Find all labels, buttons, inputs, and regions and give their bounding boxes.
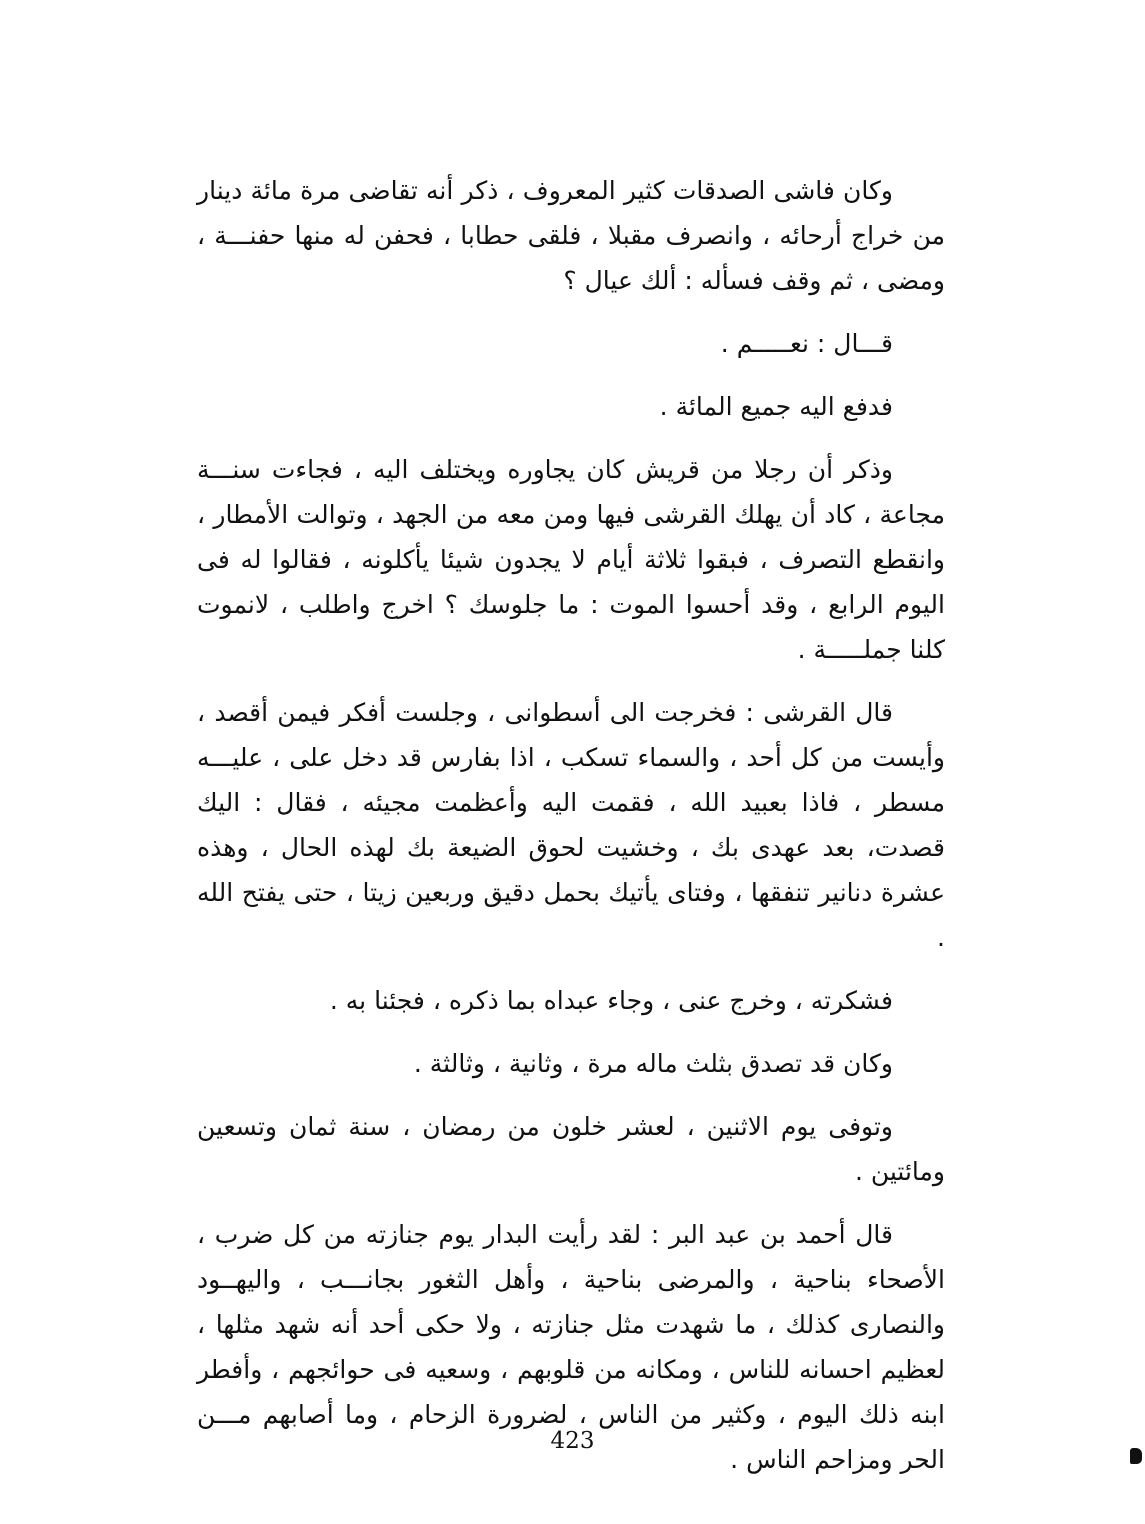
page-body-text xyxy=(197,168,945,1482)
scan-edge-mark xyxy=(1130,1448,1142,1464)
paragraph-charity: وكان قد تصدق بثلث ماله مرة ، وثانية ، وثالثة . xyxy=(413,1049,893,1078)
paragraph-generosity: وكان فاشى الصدقات كثير المعروف ، ذكر أنه تقاضى مرة مائة دينار من خراج أرحائه ، وانصرف مقبلا ، فلقى حطابا ، فحفن له منها حفنـــة ، ومضى ، ثم وقف فسأله : ألك عيال ؟ xyxy=(197,176,945,295)
paragraph-famine-story: وذكر أن رجلا من قريش كان يجاوره ويختلف اليه ، فجاءت سنـــة مجاعة ، كاد أن يهلك القرشى فيها ومن معه من الجهد ، وتوالت الأمطار ، وانقطع التصرف ، فبقوا ثلاثة أيام لا يجدون شيئا يأكلونه ، فقالوا له فى اليوم الرابع ، وقد أحسوا الموت : ما جلوسك ؟ اخرج واطلب ، لانموت كلنا جملـــــة . xyxy=(197,455,945,664)
page-number: 423 xyxy=(550,1428,595,1454)
paragraph-qurashi-account: قال القرشى : فخرجت الى أسطوانى ، وجلست أفكر فيمن أقصد ، وأيست من كل أحد ، والسماء تسكب ، اذا بفارس قد دخل على ، عليـــه مسطر ، فاذا بعبيد الله ، فقمت اليه وأعظمت مجيئه ، فقال : اليك قصدت، بعد عهدى بك ، وخشيت لحوق الضيعة بك لهذه الحال ، وهذه عشرة دنانير تنفقها ، وفتاى يأتيك بحمل دقيق وربعين زيتا ، حتى يفتح الله . xyxy=(197,698,945,952)
paragraph-gift: فدفع اليه جميع المائة . xyxy=(659,392,893,421)
paragraph-death-date: وتوفى يوم الاثنين ، لعشر خلون من رمضان ، سنة ثمان وتسعين ومائتين . xyxy=(197,1112,945,1186)
paragraph-funeral: قال أحمد بن عبد البر : لقد رأيت البدار يوم جنازته من كل ضرب ، الأصحاء بناحية ، والمرضى بناحية ، وأهل الثغور بجانـــب ، واليهــود والنصارى كذلك ، ما شهدت مثل جنازته ، ولا حكى أحد أنه شهد مثلها ، لعظيم احسانه للناس ، ومكانه من قلوبهم ، وسعيه فى حوائجهم ، وأفطر ابنه ذلك اليوم ، وكثير من الناس ، لضرورة الزحام ، وما أصابهم مـــن الحر ومزاحم الناس . xyxy=(197,1220,945,1474)
paragraph-thanks: فشكرته ، وخرج عنى ، وجاء عبداه بما ذكره ، فجئنا به . xyxy=(329,986,893,1015)
paragraph-reply: قـــال : نعـــــم . xyxy=(720,329,893,358)
